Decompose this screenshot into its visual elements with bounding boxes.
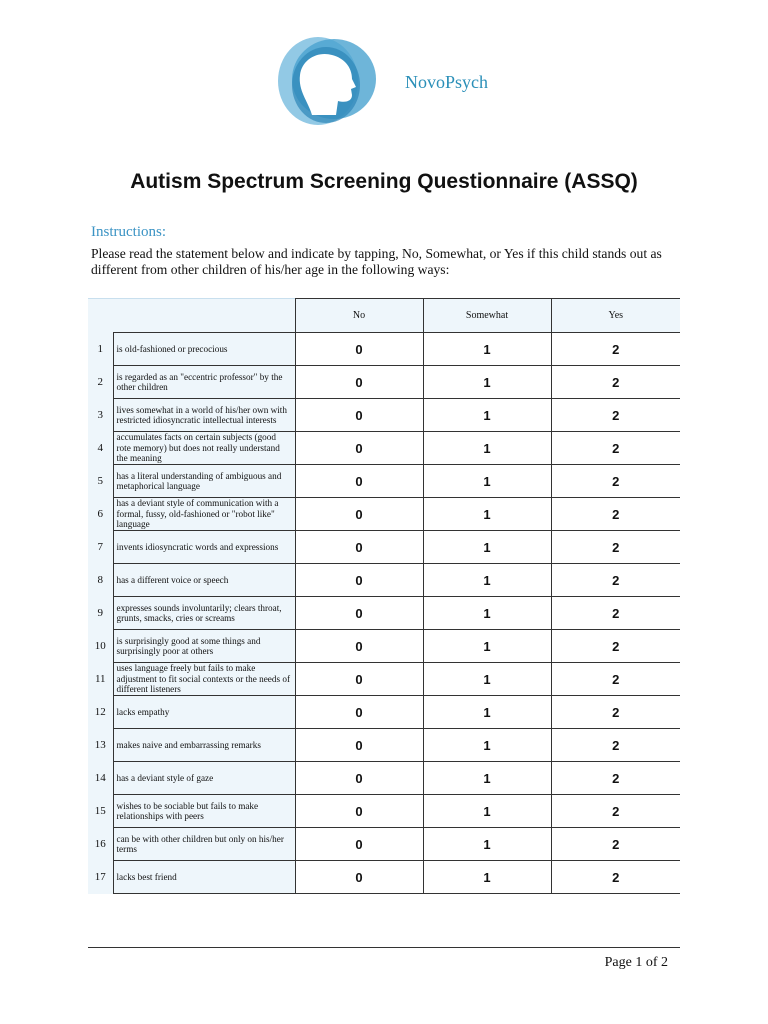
table-row	[88, 333, 680, 366]
score-no-option[interactable]: 0	[295, 333, 423, 366]
item-number: 10	[88, 630, 113, 663]
item-number: 6	[88, 498, 113, 531]
instructions-heading: Instructions:	[91, 224, 166, 240]
table-row	[88, 564, 680, 597]
item-number: 4	[88, 432, 113, 465]
score-yes-option[interactable]: 2	[551, 795, 680, 828]
score-somewhat-option[interactable]: 1	[423, 465, 551, 498]
score-yes-option[interactable]: 2	[551, 861, 680, 894]
item-number: 2	[88, 366, 113, 399]
score-somewhat-option[interactable]: 1	[423, 861, 551, 894]
score-yes-option[interactable]: 2	[551, 333, 680, 366]
item-number: 17	[88, 861, 113, 894]
item-statement: is regarded as an "eccentric professor" by the other children	[113, 366, 295, 399]
table-row	[88, 696, 680, 729]
table-row	[88, 531, 680, 564]
item-number: 11	[88, 663, 113, 696]
column-header-somewhat: Somewhat	[423, 299, 551, 333]
table-row	[88, 630, 680, 663]
item-number: 9	[88, 597, 113, 630]
table-row	[88, 795, 680, 828]
item-statement: has a deviant style of gaze	[113, 762, 295, 795]
table-row	[88, 597, 680, 630]
score-somewhat-option[interactable]: 1	[423, 762, 551, 795]
score-somewhat-option[interactable]: 1	[423, 531, 551, 564]
item-statement: uses language freely but fails to make adjustment to fit social contexts or the needs of different listeners	[113, 663, 295, 696]
item-statement: is surprisingly good at some things and surprisingly poor at others	[113, 630, 295, 663]
score-somewhat-option[interactable]: 1	[423, 498, 551, 531]
header-blank	[88, 299, 113, 333]
table-row	[88, 498, 680, 531]
item-number: 3	[88, 399, 113, 432]
score-yes-option[interactable]: 2	[551, 498, 680, 531]
score-no-option[interactable]: 0	[295, 762, 423, 795]
score-somewhat-option[interactable]: 1	[423, 366, 551, 399]
score-somewhat-option[interactable]: 1	[423, 828, 551, 861]
item-statement: expresses sounds involuntarily; clears throat, grunts, smacks, cries or screams	[113, 597, 295, 630]
score-somewhat-option[interactable]: 1	[423, 630, 551, 663]
score-yes-option[interactable]: 2	[551, 531, 680, 564]
table-row	[88, 861, 680, 894]
item-statement: lacks best friend	[113, 861, 295, 894]
item-statement: has a deviant style of communication with a formal, fussy, old-fashioned or "robot like" language	[113, 498, 295, 531]
score-yes-option[interactable]: 2	[551, 366, 680, 399]
score-no-option[interactable]: 0	[295, 564, 423, 597]
score-no-option[interactable]: 0	[295, 630, 423, 663]
footer-divider	[88, 947, 680, 948]
item-statement: lacks empathy	[113, 696, 295, 729]
column-header-no: No	[295, 299, 423, 333]
item-number: 5	[88, 465, 113, 498]
score-no-option[interactable]: 0	[295, 399, 423, 432]
score-no-option[interactable]: 0	[295, 531, 423, 564]
novopsych-logo	[274, 35, 378, 127]
score-no-option[interactable]: 0	[295, 366, 423, 399]
score-no-option[interactable]: 0	[295, 465, 423, 498]
table-row	[88, 762, 680, 795]
table-row	[88, 828, 680, 861]
item-statement: wishes to be sociable but fails to make relationships with peers	[113, 795, 295, 828]
item-number: 12	[88, 696, 113, 729]
score-yes-option[interactable]: 2	[551, 828, 680, 861]
item-number: 7	[88, 531, 113, 564]
questionnaire-table	[88, 298, 680, 894]
score-yes-option[interactable]: 2	[551, 564, 680, 597]
page-number: Page 1 of 2	[604, 955, 668, 970]
score-yes-option[interactable]: 2	[551, 399, 680, 432]
score-somewhat-option[interactable]: 1	[423, 729, 551, 762]
score-no-option[interactable]: 0	[295, 597, 423, 630]
item-number: 16	[88, 828, 113, 861]
score-yes-option[interactable]: 2	[551, 762, 680, 795]
item-statement: accumulates facts on certain subjects (good rote memory) but does not really understand the meaning	[113, 432, 295, 465]
score-no-option[interactable]: 0	[295, 663, 423, 696]
table-row	[88, 729, 680, 762]
score-yes-option[interactable]: 2	[551, 729, 680, 762]
table-row	[88, 399, 680, 432]
item-statement: has a different voice or speech	[113, 564, 295, 597]
table-row	[88, 366, 680, 399]
score-somewhat-option[interactable]: 1	[423, 333, 551, 366]
item-statement: makes naive and embarrassing remarks	[113, 729, 295, 762]
score-no-option[interactable]: 0	[295, 795, 423, 828]
score-yes-option[interactable]: 2	[551, 696, 680, 729]
score-somewhat-option[interactable]: 1	[423, 795, 551, 828]
score-yes-option[interactable]: 2	[551, 663, 680, 696]
score-no-option[interactable]: 0	[295, 861, 423, 894]
score-yes-option[interactable]: 2	[551, 465, 680, 498]
score-somewhat-option[interactable]: 1	[423, 432, 551, 465]
column-header-yes: Yes	[551, 299, 680, 333]
table-row	[88, 432, 680, 465]
item-statement: has a literal understanding of ambiguous and metaphorical language	[113, 465, 295, 498]
score-no-option[interactable]: 0	[295, 498, 423, 531]
item-statement: can be with other children but only on his/her terms	[113, 828, 295, 861]
score-no-option[interactable]: 0	[295, 729, 423, 762]
item-number: 1	[88, 333, 113, 366]
item-statement: invents idiosyncratic words and expressions	[113, 531, 295, 564]
score-somewhat-option[interactable]: 1	[423, 597, 551, 630]
brand-name: NovoPsych	[405, 72, 489, 92]
score-yes-option[interactable]: 2	[551, 432, 680, 465]
item-number: 15	[88, 795, 113, 828]
score-somewhat-option[interactable]: 1	[423, 564, 551, 597]
score-somewhat-option[interactable]: 1	[423, 663, 551, 696]
score-no-option[interactable]: 0	[295, 432, 423, 465]
instructions-text: Please read the statement below and indicate by tapping, No, Somewhat, or Yes if this child stands out as different from other children of his/her age in the following ways:	[91, 246, 662, 277]
item-statement: lives somewhat in a world of his/her own with restricted idiosyncratic intellectual interests	[113, 399, 295, 432]
header-blank	[113, 299, 295, 333]
item-number: 13	[88, 729, 113, 762]
score-no-option[interactable]: 0	[295, 696, 423, 729]
score-no-option[interactable]: 0	[295, 828, 423, 861]
score-somewhat-option[interactable]: 1	[423, 696, 551, 729]
score-somewhat-option[interactable]: 1	[423, 399, 551, 432]
table-row	[88, 663, 680, 696]
score-yes-option[interactable]: 2	[551, 630, 680, 663]
item-number: 8	[88, 564, 113, 597]
table-row	[88, 465, 680, 498]
score-yes-option[interactable]: 2	[551, 597, 680, 630]
table-header-row	[88, 299, 680, 333]
item-number: 14	[88, 762, 113, 795]
item-statement: is old-fashioned or precocious	[113, 333, 295, 366]
page-title: Autism Spectrum Screening Questionnaire (ASSQ)	[130, 170, 638, 193]
